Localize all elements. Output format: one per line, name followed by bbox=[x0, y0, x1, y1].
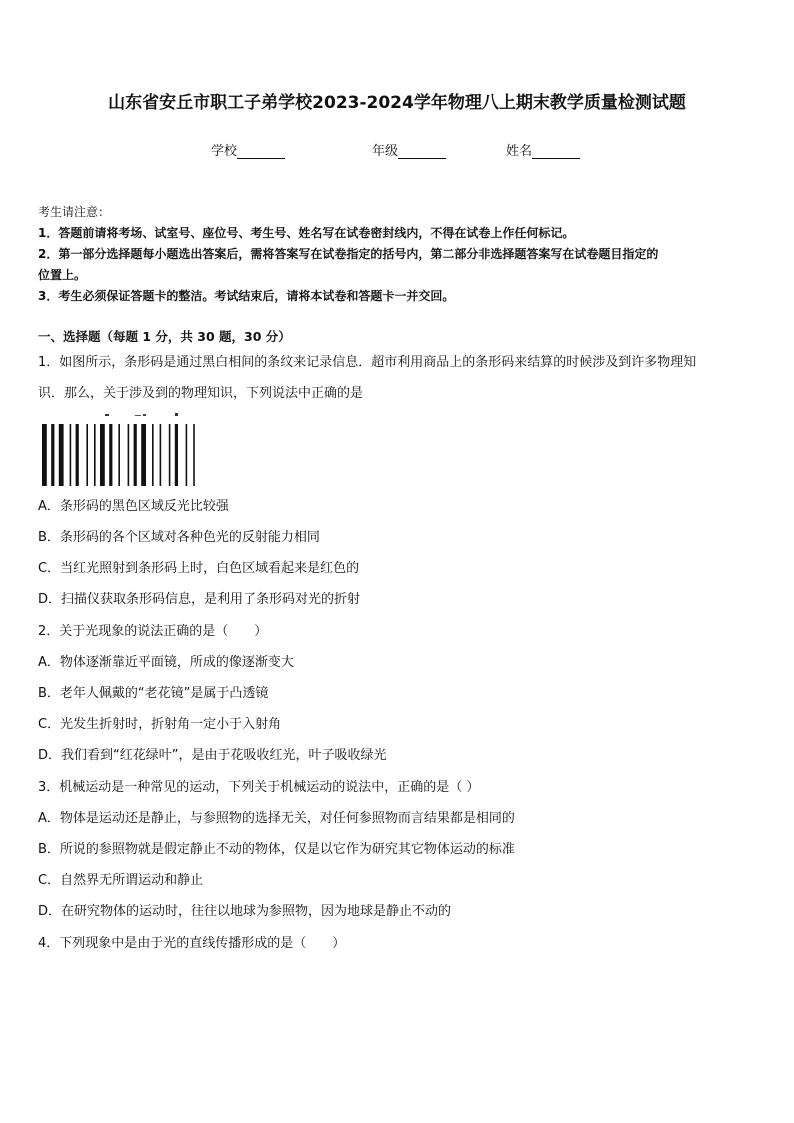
name-blank bbox=[532, 144, 580, 159]
barcode-bar bbox=[51, 424, 54, 486]
barcode-bar bbox=[169, 424, 171, 486]
question-2-option-b: B．老年人佩戴的“老花镜”是属于凸透镜 bbox=[38, 686, 269, 701]
question-2-option-c: C．光发生折射时，折射角一定小于入射角 bbox=[38, 717, 282, 732]
grade-blank bbox=[398, 144, 446, 159]
name-field bbox=[506, 140, 580, 159]
barcode-bar bbox=[109, 424, 112, 486]
notice-heading: 考生请注意： bbox=[38, 205, 111, 219]
question-1-option-a: A．条形码的黑色区域反光比较强 bbox=[38, 499, 229, 514]
question-1-stem bbox=[38, 347, 760, 409]
exam-notice bbox=[38, 202, 760, 307]
notice-rule-1: 1．答题前请将考场、试室号、座位号、考生号、姓名写在试卷密封线内，不得在试卷上作任何标记。 bbox=[38, 226, 575, 240]
question-1-options bbox=[38, 491, 760, 615]
barcode-top-artifact bbox=[105, 412, 195, 418]
barcode-bar bbox=[118, 424, 120, 486]
question-1-line-2: 识．那么，关于涉及到的物理知识，下列说法中正确的是 bbox=[38, 386, 364, 401]
grade-label: 年级 bbox=[372, 144, 399, 159]
notice-rule-3: 3．考生必须保证答题卡的整洁。考试结束后，请将本试卷和答题卡一并交回。 bbox=[38, 289, 455, 303]
barcode-image bbox=[42, 424, 198, 486]
question-4-stem: 4．下列现象中是由于光的直线传播形成的是（ ） bbox=[38, 936, 346, 951]
barcode-bar bbox=[76, 424, 79, 486]
question-2-option-d: D．我们看到“红花绿叶”，是由于花吸收红光，叶子吸收绿光 bbox=[38, 748, 387, 763]
barcode-bar bbox=[152, 424, 154, 486]
barcode-bar bbox=[186, 424, 188, 486]
school-field bbox=[211, 140, 285, 159]
barcode-bar bbox=[94, 424, 96, 486]
barcode-bar bbox=[134, 424, 137, 486]
question-3 bbox=[38, 772, 760, 927]
question-3-option-b: B．所说的参照物就是假定静止不动的物体，仅是以它作为研究其它物体运动的标准 bbox=[38, 842, 515, 857]
student-info-row bbox=[0, 140, 794, 160]
barcode-bar bbox=[42, 424, 47, 486]
barcode-bar bbox=[175, 424, 178, 486]
notice-rule-2-continued: 位置上。 bbox=[38, 268, 87, 282]
barcode-bar bbox=[128, 424, 130, 486]
question-3-option-a: A．物体是运动还是静止，与参照物的选择无关，对任何参照物而言结果都是相同的 bbox=[38, 811, 515, 826]
question-1-option-d: D．扫描仪获取条形码信息，是利用了条形码对光的折射 bbox=[38, 592, 361, 607]
question-3-option-d: D．在研究物体的运动时，往往以地球为参照物，因为地球是静止不动的 bbox=[38, 904, 452, 919]
notice-rule-2: 2．第一部分选择题每小题选出答案后，需将答案写在试卷指定的括号内，第二部分非选择题答案写在试卷题目指定的 bbox=[38, 247, 659, 261]
barcode-bar bbox=[59, 424, 64, 486]
barcode-bar bbox=[70, 424, 72, 486]
barcode-bar bbox=[86, 424, 88, 486]
question-1-option-c: C．当红光照射到条形码上时，白色区域看起来是红色的 bbox=[38, 561, 360, 576]
barcode-bar bbox=[193, 424, 195, 486]
question-3-option-c: C．自然界无所谓运动和静止 bbox=[38, 873, 204, 888]
question-2-stem: 2．关于光现象的说法正确的是（ ） bbox=[38, 624, 268, 639]
barcode-bar bbox=[100, 424, 105, 486]
question-2 bbox=[38, 616, 760, 771]
barcode-bar bbox=[141, 424, 146, 486]
question-1-option-b: B．条形码的各个区域对各种色光的反射能力相同 bbox=[38, 530, 320, 545]
question-4 bbox=[38, 928, 760, 959]
school-label: 学校 bbox=[211, 144, 238, 159]
question-1-line-1: 1．如图所示，条形码是通过黑白相间的条纹来记录信息．超市利用商品上的条形码来结算的时候涉及到许多物理知 bbox=[38, 355, 697, 370]
school-blank bbox=[237, 144, 285, 159]
section-title: 一、选择题（每题 1 分，共 30 题，30 分） bbox=[38, 329, 291, 344]
exam-title: 山东省安丘市职工子弟学校2023-2024学年物理八上期末教学质量检测试题 bbox=[108, 93, 686, 113]
barcode-bar bbox=[160, 424, 162, 486]
question-2-option-a: A．物体逐渐靠近平面镜，所成的像逐渐变大 bbox=[38, 655, 294, 670]
grade-field bbox=[372, 140, 446, 159]
question-3-stem: 3．机械运动是一种常见的运动，下列关于机械运动的说法中，正确的是（ ） bbox=[38, 780, 480, 795]
name-label: 姓名 bbox=[506, 144, 533, 159]
